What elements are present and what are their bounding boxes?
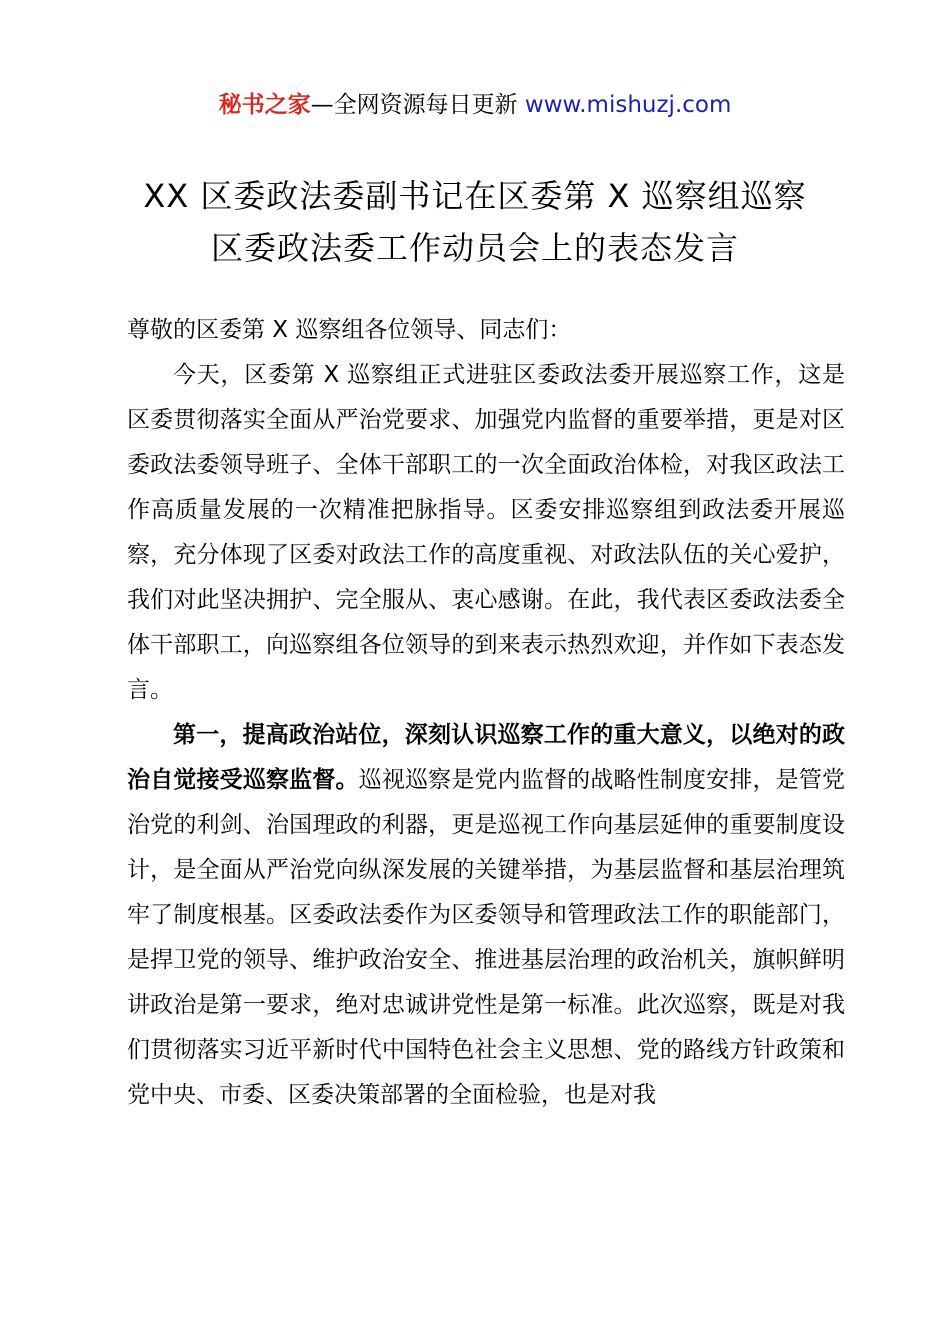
paragraph-1: 今天，区委第 X 巡察组正式进驻区委政法委开展巡察工作，这是区委贯彻落实全面从严治党要求、加强党内监督的重要举措，更是对区委政法委领导班子、全体干部职工的一次全面政治体检，对我区政法工作高质量发展的一次精准把脉指导。区委安排巡察组到政法委开展巡察，充分体现了区委对政法工作的高度重视、对政法队伍的关心爱护，我们对此坚决拥护、完全服从、衷心感谢。在此，我代表区委政法委全体干部职工，向巡察组各位领导的到来表示热烈欢迎，并作如下表态发言。 — [127, 362, 845, 703]
paragraph-2 — [127, 713, 845, 1118]
paragraph-2-body: 巡视巡察是党内监督的战略性制度安排，是管党治党的利剑、治国理政的利器，更是巡视工作向基层延伸的重要制度设计，是全面从严治党向纵深发展的关键举措，为基层监督和基层治理筑牢了制度根基。区委政法委作为区委领导和管理政法工作的职能部门，是捍卫党的领导、维护政治安全、推进基层治理的政治机关，旗帜鲜明讲政治是第一要求，绝对忠诚讲党性是第一标准。此次巡察，既是对我们贯彻落实习近平新时代中国特色社会主义思想、党的路线方针政策和党中央、市委、区委决策部署的全面检验，也是对我 — [127, 767, 846, 1108]
paragraph-2-heading: 第一，提高政治站位，深刻认识巡察工作的重大意义，以绝对的政治自觉接受巡察监督。 — [127, 722, 845, 793]
title-line-2: 区委政法委工作动员会上的表态发言 — [210, 229, 739, 267]
document-body — [127, 308, 845, 1118]
site-header — [0, 88, 950, 122]
title-line-1: XX 区委政法委副书记在区委第 X 巡察组巡察 — [143, 177, 807, 215]
site-url-link[interactable]: www.mishuzj.com — [524, 92, 732, 118]
salutation: 尊敬的区委第 X 巡察组各位领导、同志们： — [127, 317, 572, 343]
header-tagline: —全网资源每日更新 — [310, 92, 525, 118]
document-title — [60, 170, 890, 274]
brand-name: 秘书之家 — [218, 92, 311, 118]
